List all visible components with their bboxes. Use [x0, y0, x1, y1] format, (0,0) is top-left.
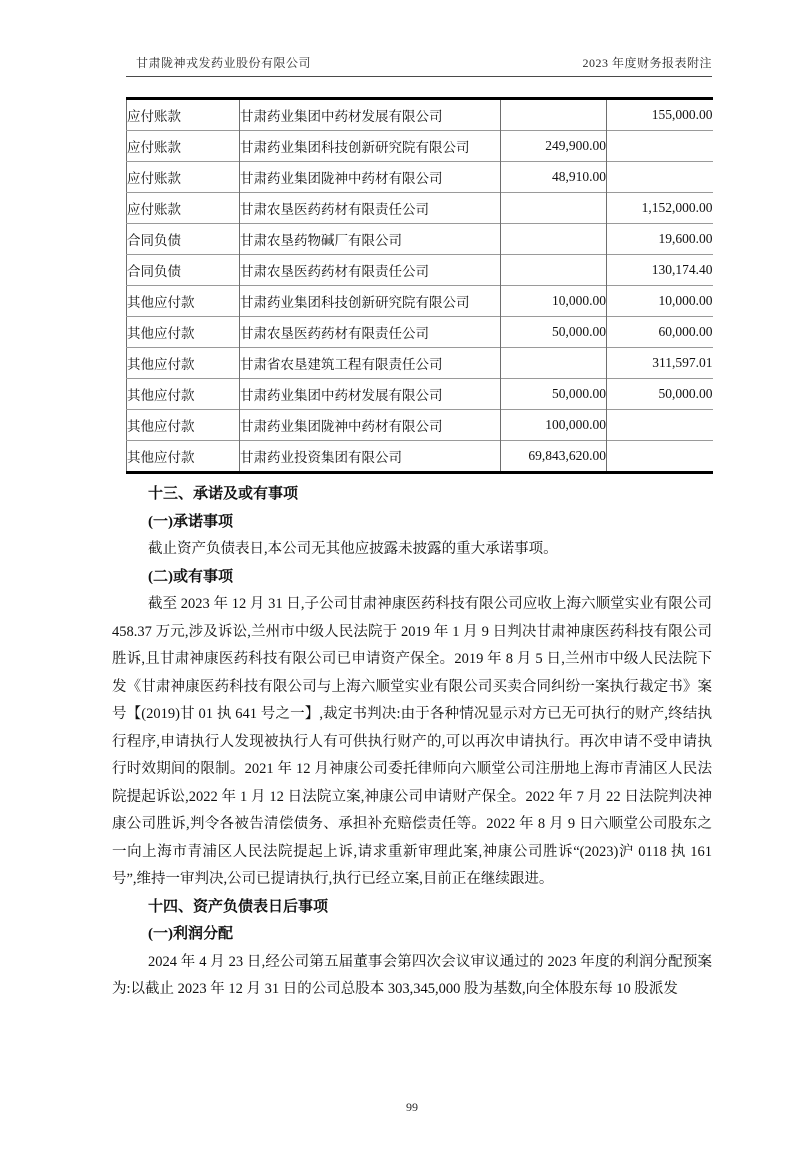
cell-company: 甘肃农垦医药药材有限责任公司	[240, 193, 501, 224]
cell-amount2: 1,152,000.00	[607, 193, 713, 224]
table-row	[127, 379, 713, 410]
table-row	[127, 410, 713, 441]
cell-amount2	[607, 441, 713, 473]
cell-company: 甘肃农垦药物碱厂有限公司	[240, 224, 501, 255]
cell-amount1: 10,000.00	[501, 286, 607, 317]
cell-company: 甘肃药业集团中药材发展有限公司	[240, 99, 501, 131]
cell-amount1: 50,000.00	[501, 317, 607, 348]
section-13-2-paragraph: 截至 2023 年 12 月 31 日,子公司甘肃神康医药科技有限公司应收上海六顺堂实业有限公司 458.37 万元,涉及诉讼,兰州市中级人民法院于 2019 年 1 月 9 日判决甘肃神康医药科技有限公司胜诉,且甘肃神康医药科技有限公司已申请资产保全。2019 年 8 月 5 日,兰州市中级人民法院下发《甘肃神康医药科技有限公司与上海六顺堂实业有限公司买卖合同纠纷一案执行裁定书》案号【(2019)甘 01 执 641 号之一】,裁定书判决:由于各种情况显示对方已无可执行的财产,终结执行程序,申请执行人发现被执行人有可供执行财产的,可以再次申请执行。再次申请不受申请执行时效期间的限制。2021 年 12 月神康公司委托律师向六顺堂公司注册地上海市青浦区人民法院提起诉讼,2022 年 1 月 12 日法院立案,神康公司申请财产保全。2022 年 7 月 22 日法院判决神康公司胜诉,判令各被告清偿债务、承担补充赔偿责任等。2022 年 8 月 9 日六顺堂公司股东之一向上海市青浦区人民法院提起上诉,请求重新审理此案,神康公司胜诉“(2023)沪 0118 执 161 号”,维持一审判决,公司已提请执行,执行已经立案,目前正在继续跟进。	[112, 596, 712, 887]
cell-amount2: 50,000.00	[607, 379, 713, 410]
table-row	[127, 99, 713, 131]
cell-company: 甘肃药业集团中药材发展有限公司	[240, 379, 501, 410]
cell-amount1: 50,000.00	[501, 379, 607, 410]
cell-amount1	[501, 99, 607, 131]
cell-item: 其他应付款	[127, 379, 240, 410]
cell-amount1	[501, 224, 607, 255]
cell-amount2	[607, 131, 713, 162]
cell-amount1	[501, 348, 607, 379]
header-doc-title: 2023 年度财务报表附注	[582, 56, 712, 70]
page-number: 99	[406, 1100, 418, 1114]
cell-company: 甘肃药业集团陇神中药材有限公司	[240, 410, 501, 441]
cell-item: 应付账款	[127, 193, 240, 224]
section-13-1-paragraph: 截止资产负债表日,本公司无其他应披露未披露的重大承诺事项。	[148, 541, 558, 557]
cell-amount1: 100,000.00	[501, 410, 607, 441]
cell-item: 其他应付款	[127, 317, 240, 348]
cell-amount2: 60,000.00	[607, 317, 713, 348]
related-party-balances-table-wrap	[126, 97, 712, 474]
cell-item: 合同负债	[127, 255, 240, 286]
section-13-heading: 十三、承诺及或有事项	[148, 486, 299, 502]
table-row	[127, 441, 713, 473]
cell-item: 其他应付款	[127, 286, 240, 317]
table-row	[127, 224, 713, 255]
cell-company: 甘肃药业投资集团有限公司	[240, 441, 501, 473]
section-14-heading: 十四、资产负债表日后事项	[148, 898, 329, 915]
cell-amount2: 130,174.40	[607, 255, 713, 286]
cell-company: 甘肃药业集团科技创新研究院有限公司	[240, 286, 501, 317]
cell-item: 合同负债	[127, 224, 240, 255]
cell-amount2	[607, 162, 713, 193]
cell-company: 甘肃省农垦建筑工程有限责任公司	[240, 348, 501, 379]
cell-amount2: 10,000.00	[607, 286, 713, 317]
table-row	[127, 317, 713, 348]
cell-item: 其他应付款	[127, 348, 240, 379]
section-14-1-heading: (一)利润分配	[148, 926, 233, 942]
table-row	[127, 255, 713, 286]
cell-amount1: 48,910.00	[501, 162, 607, 193]
cell-item: 其他应付款	[127, 410, 240, 441]
cell-amount2	[607, 410, 713, 441]
table-row	[127, 131, 713, 162]
table-row	[127, 193, 713, 224]
document-page	[0, 54, 794, 1176]
table-row	[127, 162, 713, 193]
cell-amount2: 311,597.01	[607, 348, 713, 379]
body-text-area	[112, 481, 712, 1004]
table-row	[127, 286, 713, 317]
cell-amount2: 155,000.00	[607, 99, 713, 131]
cell-amount1: 249,900.00	[501, 131, 607, 162]
cell-item: 其他应付款	[127, 441, 240, 473]
page-header	[126, 54, 712, 77]
cell-amount1: 69,843,620.00	[501, 441, 607, 473]
header-company-name: 甘肃陇神戎发药业股份有限公司	[136, 56, 312, 70]
cell-item: 应付账款	[127, 109, 181, 124]
cell-item: 应付账款	[127, 162, 240, 193]
cell-item: 应付账款	[127, 131, 240, 162]
cell-amount1	[501, 255, 607, 286]
cell-company: 甘肃药业集团科技创新研究院有限公司	[240, 131, 501, 162]
section-13-2-heading: (二)或有事项	[148, 568, 233, 585]
cell-company: 甘肃农垦医药药材有限责任公司	[240, 255, 501, 286]
cell-amount2: 19,600.00	[607, 224, 713, 255]
cell-company: 甘肃农垦医药药材有限责任公司	[240, 317, 501, 348]
section-14-1-paragraph: 2024 年 4 月 23 日,经公司第五届董事会第四次会议审议通过的 2023 年度的利润分配预案为:以截止 2023 年 12 月 31 日的公司总股本 303,345,000 股为基数,向全体股东每 10 股派发	[112, 953, 712, 997]
cell-company: 甘肃药业集团陇神中药材有限公司	[240, 162, 501, 193]
related-party-balances-table	[126, 97, 713, 474]
section-13-1-heading: (一)承诺事项	[148, 513, 233, 530]
table-row	[127, 348, 713, 379]
cell-amount1	[501, 193, 607, 224]
